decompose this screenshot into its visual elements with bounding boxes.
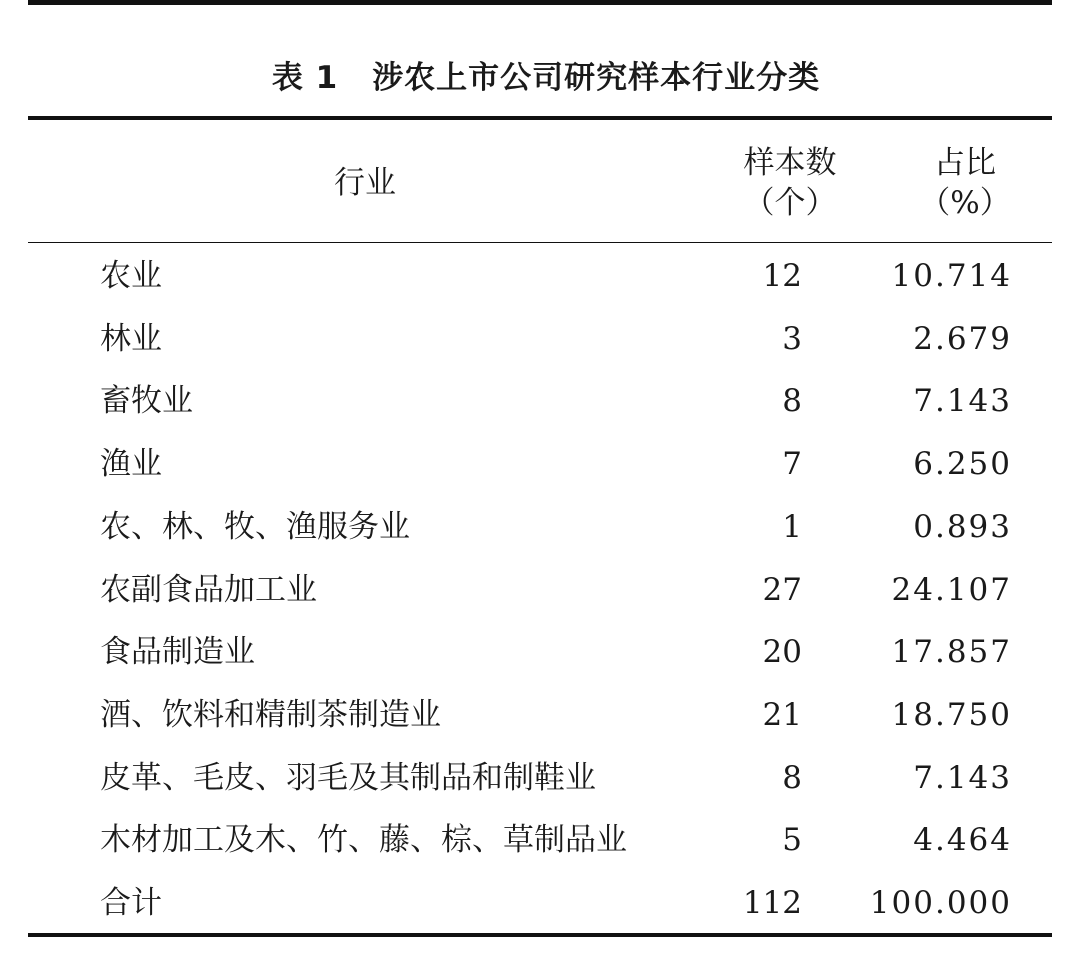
cell-industry: 合计 bbox=[100, 885, 162, 921]
header-share-unit: （%） bbox=[919, 185, 1011, 221]
table-title bbox=[0, 52, 1092, 97]
table-row bbox=[0, 559, 1092, 621]
cell-industry: 农、林、牧、渔服务业 bbox=[100, 508, 410, 545]
header-count-unit: （个） bbox=[743, 185, 837, 221]
cell-industry: 食品制造业 bbox=[100, 634, 255, 671]
cell-share: 7.143 bbox=[913, 759, 1012, 796]
table-row bbox=[0, 433, 1092, 495]
cell-industry: 农业 bbox=[100, 258, 162, 294]
cell-share: 7.143 bbox=[913, 383, 1012, 420]
cell-share: 18.750 bbox=[891, 696, 1012, 733]
cell-industry: 渔业 bbox=[100, 446, 162, 483]
cell-count: 3 bbox=[782, 320, 802, 357]
table-row bbox=[0, 245, 1092, 307]
table-number: 表 1 bbox=[271, 60, 339, 96]
cell-count: 12 bbox=[762, 258, 802, 294]
cell-count: 1 bbox=[782, 508, 802, 545]
table-row bbox=[0, 308, 1092, 370]
table-row bbox=[0, 370, 1092, 432]
table-bottom-rule bbox=[28, 933, 1052, 937]
cell-industry: 皮革、毛皮、羽毛及其制品和制鞋业 bbox=[100, 759, 596, 796]
cell-share: 6.250 bbox=[913, 446, 1012, 483]
cell-count: 8 bbox=[782, 759, 802, 796]
table-top-rule bbox=[28, 116, 1052, 120]
cell-share: 17.857 bbox=[891, 634, 1012, 671]
header-count-label: 样本数 bbox=[743, 145, 837, 181]
cell-count: 8 bbox=[782, 383, 802, 420]
cell-industry: 酒、饮料和精制茶制造业 bbox=[100, 696, 441, 733]
table-row bbox=[0, 496, 1092, 558]
cell-industry: 木材加工及木、竹、藤、棕、草制品业 bbox=[100, 822, 627, 859]
page-top-rule bbox=[28, 0, 1052, 5]
cell-share: 0.893 bbox=[913, 508, 1012, 545]
table-row bbox=[0, 872, 1092, 934]
cell-count: 112 bbox=[742, 885, 802, 921]
cell-industry: 畜牧业 bbox=[100, 383, 193, 420]
table-row bbox=[0, 809, 1092, 871]
table-row bbox=[0, 621, 1092, 683]
cell-share: 100.000 bbox=[869, 885, 1012, 921]
cell-industry: 农副食品加工业 bbox=[100, 571, 317, 608]
cell-share: 10.714 bbox=[891, 258, 1012, 294]
header-industry: 行业 bbox=[334, 165, 396, 201]
header-share-label: 占比 bbox=[934, 145, 996, 181]
header-rule bbox=[28, 242, 1052, 243]
cell-count: 7 bbox=[782, 446, 802, 483]
cell-industry: 林业 bbox=[100, 320, 162, 357]
cell-share: 24.107 bbox=[891, 571, 1012, 608]
cell-share: 4.464 bbox=[913, 822, 1012, 859]
cell-count: 5 bbox=[782, 822, 802, 859]
table-row bbox=[0, 747, 1092, 809]
cell-count: 21 bbox=[762, 696, 802, 733]
cell-count: 27 bbox=[762, 571, 802, 608]
table-caption: 涉农上市公司研究样本行业分类 bbox=[372, 60, 821, 96]
cell-count: 20 bbox=[762, 634, 802, 671]
cell-share: 2.679 bbox=[913, 320, 1012, 357]
header-share bbox=[890, 143, 1040, 223]
header-count bbox=[715, 143, 865, 223]
table-row bbox=[0, 684, 1092, 746]
